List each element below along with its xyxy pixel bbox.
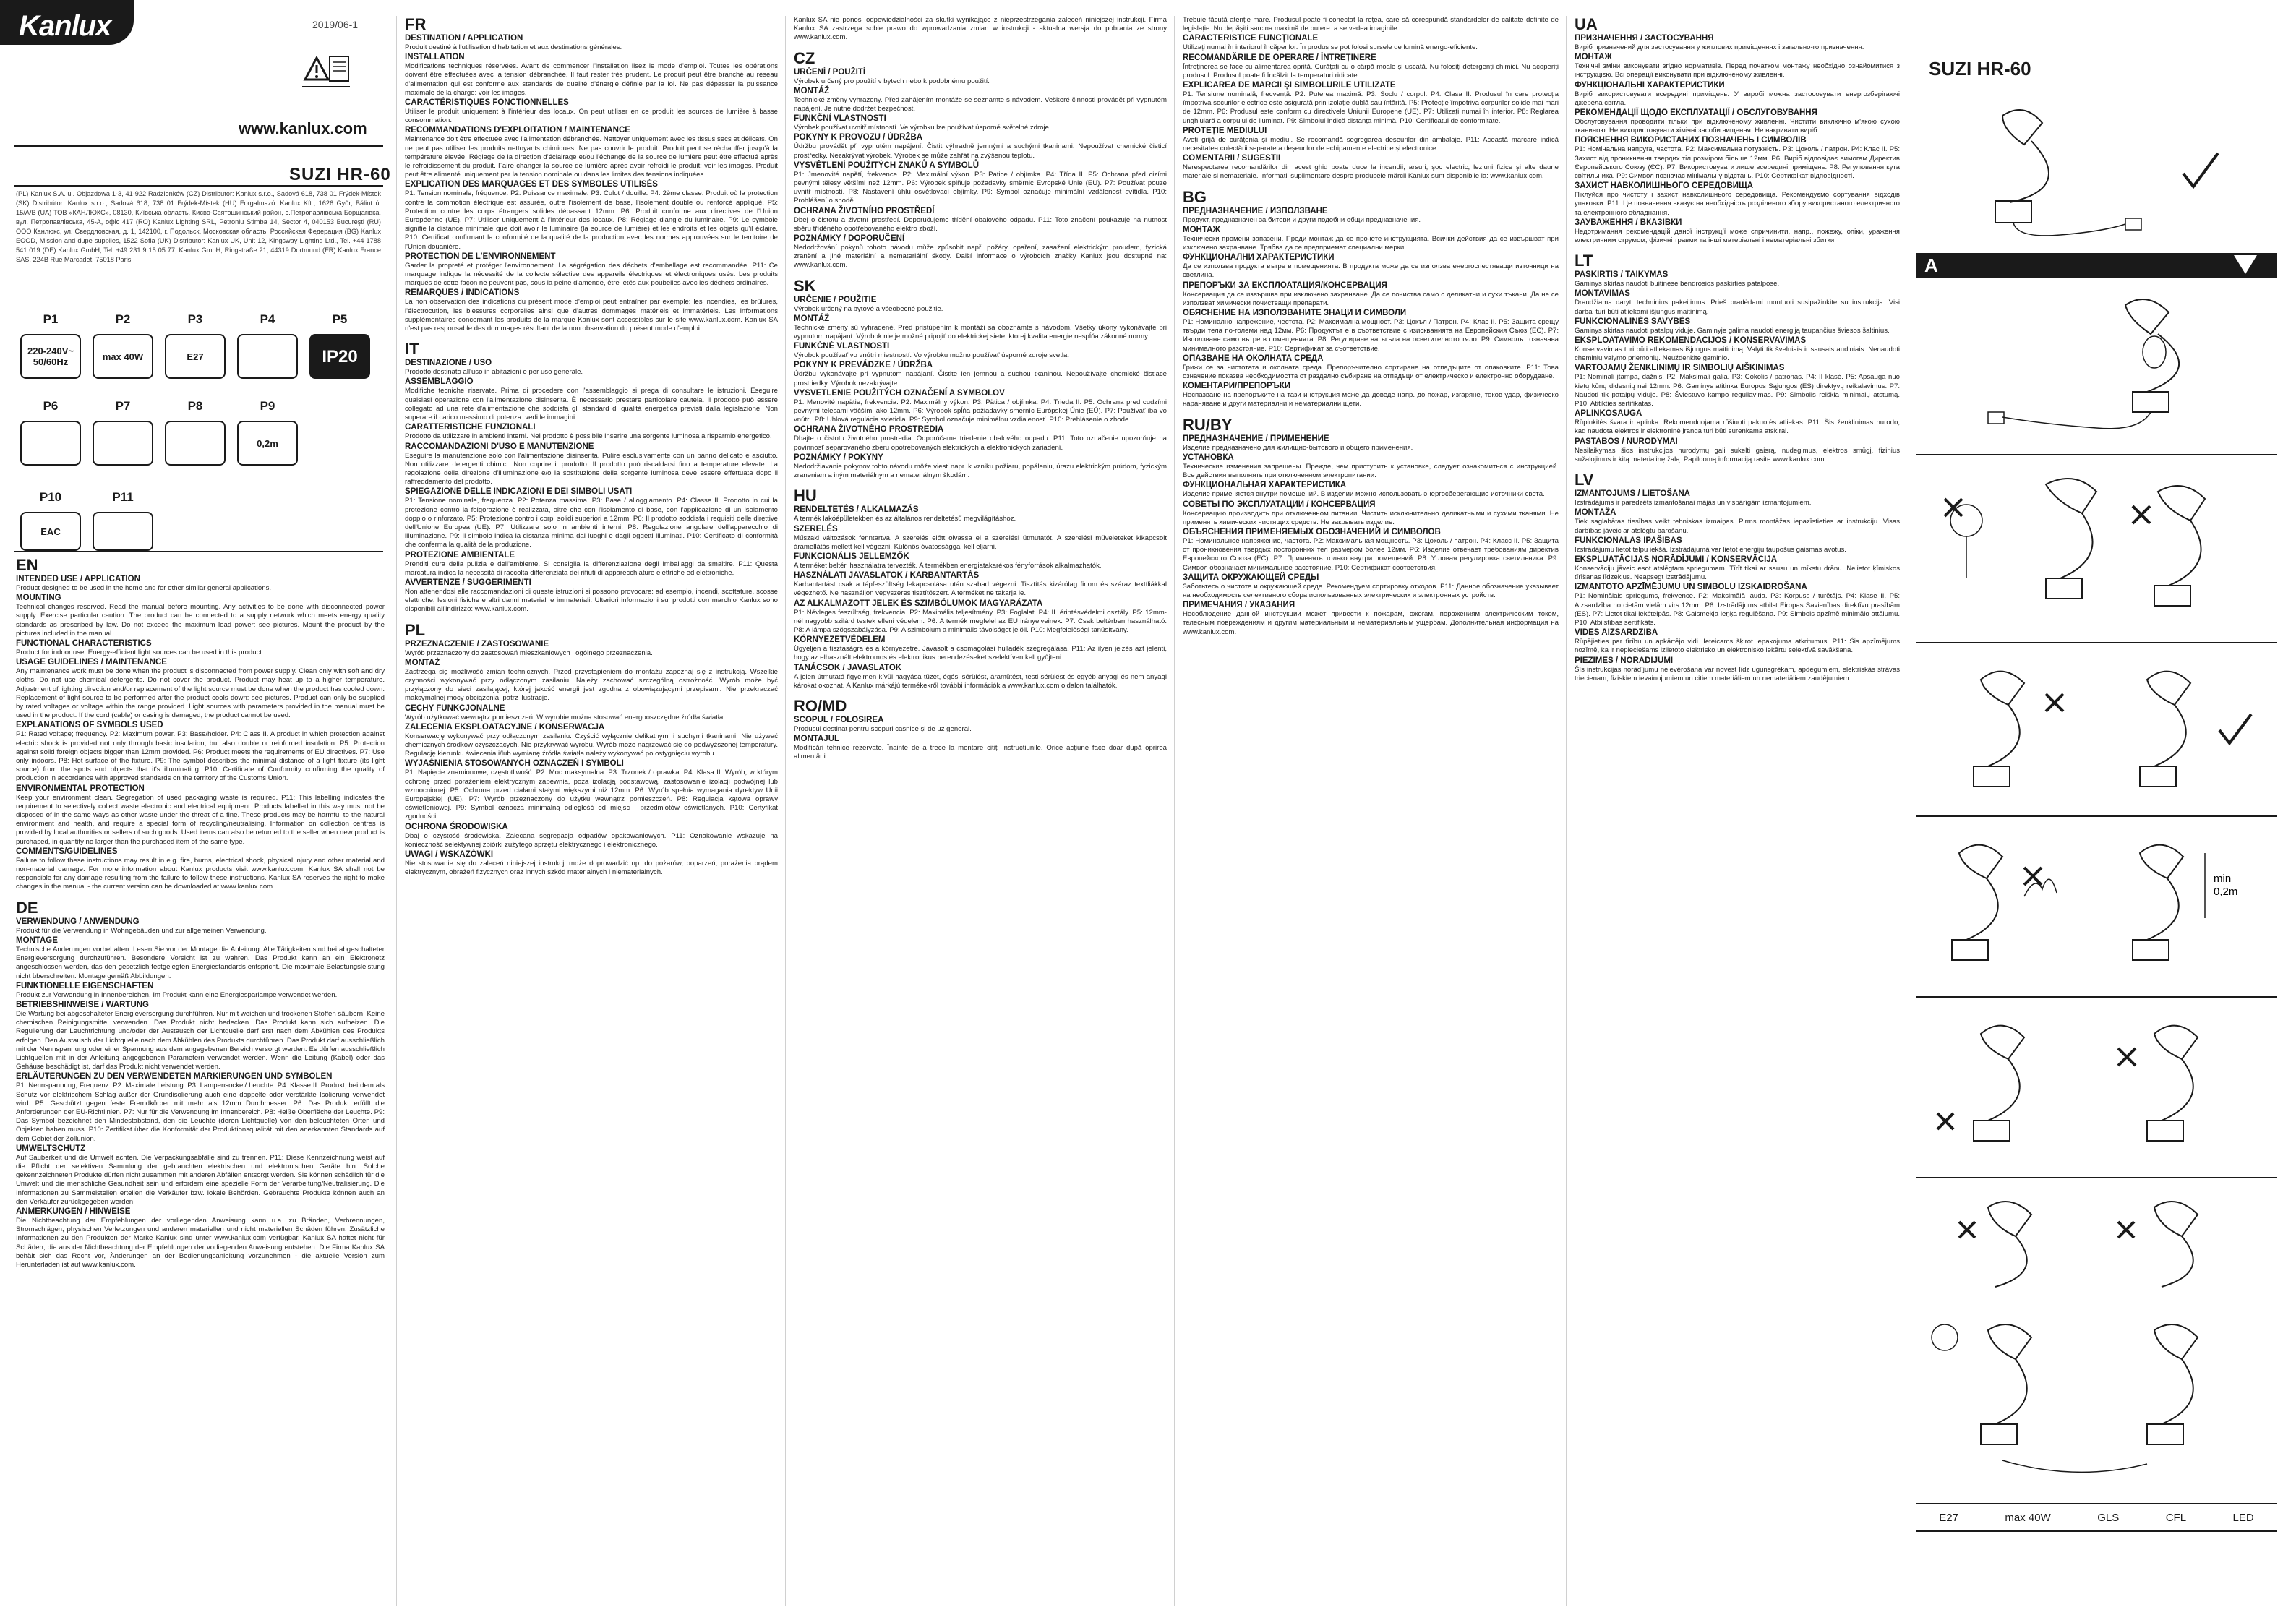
section-body: P1: Номинальное напряжение, частота. P2: Максимальная мощность. P3: Цоколь / патрон. P4: Класс II. P5: Защита от проникновения твердых посторонних тел размером более 12мм. P6: Изделие отвечает требованиям директив Европейского Союза (ЕС). P7: Применять только внутри помещений. P8: Угловая регулировка светильника. P9: Символ обозначает минимальное расстояние. P10: Сертификат соответствия.: [1183, 536, 1559, 572]
section-heading: ENVIRONMENTAL PROTECTION: [16, 784, 145, 793]
section-body: Produit destiné à l'utilisation d'habitation et aux destinations générales.: [405, 43, 622, 51]
section-heading: VYSVETLENIE POUŽITÝCH OZNAČENÍ A SYMBOLOV: [794, 388, 1005, 398]
section-heading: WYJAŚNIENIA STOSOWANYCH OZNACZEŃ I SYMBOLI: [405, 759, 624, 768]
section-a-header: [1916, 253, 2277, 278]
section-heading: ПРИМЕЧАНИЯ / УКАЗАНИЯ: [1183, 601, 1295, 610]
section-heading: FUNKCIONALINĖS SAVYBĖS: [1575, 317, 1691, 326]
section-body: P1: Nominālais spriegums, frekvence. P2: Maksimālā jauda. P3: Korpuss / turētājs. P4: Klase II. P5: Aizsardzība no cietām vielām virs 12mm. P6: Izstrādājums atbilst Eiropas Savienības direktīvu prasībām (ES). P7: Lietot tikai iekštelpās. P8: Gaismekļa leņķa regulēšana. P9: Simbols apzīmē minimālo attālumu. P10: Atbilstības sertifikāts.: [1575, 592, 1900, 627]
symbol-id-label: P2: [115, 312, 131, 326]
section-heading: ЗАХИСТ НАВКОЛИШНЬОГО СЕРЕДОВИЩА: [1575, 181, 1754, 191]
symbol-box-p7: [93, 421, 153, 466]
section-body: Műszaki változások fenntartva. A szerelés előtt olvassa el a szerelési útmutatót. A szerelési műveleteket kikapcsolt áramellátás mellett kell végezni. Különös óvatossággal kell eljárni.: [794, 534, 1167, 551]
section-heading: ФУНКЦІОНАЛЬНІ ХАРАКТЕРИСТИКИ: [1575, 80, 1725, 90]
section-body: Dbaj o czystość środowiska. Zalecana segregacja odpadów opakowaniowych. P11: Oznakowanie wskazuje na konieczność selektywnej zbiórki zużytego sprzętu elektrycznego i elektronicznego.: [405, 831, 778, 849]
section-body: Tiek saglabātas tiesības veikt tehniskas izmaiņas. Pirms montāžas iepazīstieties ar instrukciju. Visas darbības jāveic ar atslēgtu barošanu.: [1575, 518, 1900, 535]
section-heading: RENDELTETÉS / ALKALMAZÁS: [794, 505, 919, 515]
section-body: Технически промени запазени. Преди монтаж да се прочете инструкцията. Всички действия да се извършват при изключено захранване. Трябва да се предприемат специални мерки.: [1183, 234, 1559, 252]
section-heading: PASKIRTIS / TAIKYMAS: [1575, 270, 1669, 280]
brand-logo: Kanlux: [19, 10, 111, 42]
language-heading: LV: [1575, 471, 1594, 489]
section-heading: ZALECENIA EKSPLOATACYJNE / KONSERWACJA: [405, 722, 605, 732]
language-heading: UA: [1575, 16, 1598, 33]
section-heading: УСТАНОВКА: [1183, 453, 1234, 462]
symbol-id-label: P8: [187, 399, 203, 413]
section-heading: РЕКОМЕНДАЦІЇ ЩОДО ЕКСПЛУАТАЦІЇ / ОБСЛУГОВУВАННЯ: [1575, 108, 1817, 118]
section-heading: DESTINATION / APPLICATION: [405, 34, 523, 43]
section-heading: КОМЕНТАРИ/ПРЕПОРЪКИ: [1183, 382, 1291, 391]
section-body: Failure to follow these instructions may result in e.g. fire, burns, electrical shock, physical injury and other material and non-material damage. For more information about Kanlux products visit www.kanlux.com. Kanlux SA shall not be responsible for any damage resulting from the failure to follow these instructions. Kanlux SA reserves the right to make changes in the manual - the current version can be downloaded at www.kanlux.com.: [16, 856, 385, 891]
section-body: Gaminys skirtas naudoti patalpų viduje. Gaminyje galima naudoti energiją taupančius šviesos šaltinius.: [1575, 326, 1890, 335]
brand-bar: [0, 0, 134, 45]
section-heading: BETRIEBSHINWEISE / WARTUNG: [16, 1000, 150, 1009]
section-heading: ОПАЗВАНЕ НА ОКОЛНАТА СРЕДА: [1183, 354, 1324, 363]
symbol-id-label: P9: [260, 399, 275, 413]
divider: [1916, 454, 2277, 455]
section-body: Produkt für die Verwendung in Wohngebäuden und zur allgemeinen Verwendung.: [16, 926, 267, 935]
section-body: Utilizați numai în interiorul încăperilor. În produs se pot folosi sursele de lumină energo-eficiente.: [1183, 43, 1478, 52]
column-fr-it-pl: [405, 16, 778, 1606]
section-body: Modificări tehnice rezervate. Înainte de a trece la montare citiți instrucțiunile. Orice acțiune face doar după oprirea alimentării.: [794, 744, 1167, 761]
section-body: Any maintenance work must be done when the product is disconnected from power supply. Clean only with soft and dry cloths. Do not use chemical detergents. Do not cover the product. Product may heat up to a higher temperature. Adjustment of lighting direction and/or replacement of the light source must be done when the product has cooled down. Replacement of light source to be performed after the product cools down: see pictures. Product can only be supplied by rated voltages or voltage within the range provided. Light sources with parameters provided in the manual must be used in the product. If the cord (cable) or casing is damaged, the product cannot be used.: [16, 667, 385, 720]
section-heading: ПРИЗНАЧЕННЯ / ЗАСТОСУВАННЯ: [1575, 34, 1714, 43]
section-body: Auf Sauberkeit und die Umwelt achten. Die Verpackungsabfälle sind zu trennen. P11: Diese Kennzeichnung weist auf die Pflicht der selektiven Sammlung der gebrauchten elektrischen und elektronischen Geräte hin. Solche gekennzeichneten Produkte dürfen nicht zusammen mit anderen Abfällen entsorgt werden. Sie können schädlich für die Umwelt und die menschliche Gesundheit sein und erfordern eine spezielle Form der Verarbeitung/Neutralisierung. Die Informationen zu Sammelstellen erteilen die Verkäufer bzw. lokale Behörden. Gebrauchte Produkte können auch an den Verkäufer zurückgegeben werden.: [16, 1153, 385, 1206]
min-distance-illustration: [1916, 824, 2277, 990]
section-body: Gaminys skirtas naudoti buitinėse bendrosios paskirties patalpose.: [1575, 280, 1780, 288]
section-heading: POZNÁMKY / POKYNY: [794, 453, 883, 462]
section-body: Піклуйся про чистоту і захист навколишнього середовища. Рекомендуємо сортування відходів упаковки. P11: Це позначення вказує на необхідність розділеного збору використаного електричного та електронного обладнання.: [1575, 191, 1900, 217]
section-body: Aveți grijă de curățenia și mediul. Se recomandă segregarea deșeurilor din ambalaje. P11: Această marcare indică necesitatea colectării separate a deșeurilor de echipamente electrice și electronice.: [1183, 135, 1559, 153]
section-heading: СОВЕТЫ ПО ЭКСПЛУАТАЦИИ / КОНСЕРВАЦИЯ: [1183, 500, 1376, 509]
section-heading: VARTOJAMŲ ŽENKLINIMŲ IR SIMBOLIŲ AIŠKINIMAS: [1575, 364, 1785, 373]
symbol-box-p1: 220-240V~ 50/60Hz: [20, 334, 81, 379]
language-heading: SK: [794, 276, 816, 295]
section-heading: ЗАЩИТА ОКРУЖАЮЩЕЙ СРЕДЫ: [1183, 573, 1319, 582]
symbol-box-p9: 0,2m: [237, 421, 298, 466]
section-heading: ПРЕДНАЗНАЧЕНИЕ / ИЗПОЛЗВАНЕ: [1183, 206, 1328, 215]
section-heading: MONTAJUL: [794, 735, 840, 744]
section-body: Виріб призначений для застосування у житлових приміщеннях і загально-го призначення.: [1575, 43, 1864, 51]
column-ua-lt-lv: [1575, 16, 1900, 1606]
warning-hot-surface-illustration: [1916, 463, 2277, 636]
section-heading: POZNÁMKY / DOPORUČENÍ: [794, 234, 905, 244]
section-body: A jelen útmutató figyelmen kívül hagyása tüzet, égési sérülést, áramütést, testi sérülést és egyéb anyagi és nem anyagi károkat okozhat. A Kanlux márkájú termékekről további információk a www.kanlux.com oldalon találhatók.: [794, 672, 1167, 690]
symbol-box-p6: [20, 421, 81, 466]
section-body: Údržbu vykonávajte pri vypnutom napájaní. Čistite len jemnou a suchou tkaninou. Nepoužívajte chemické čistiace prostriedky. Výrobok nezakrývajte.: [794, 370, 1167, 387]
language-heading: DE: [16, 898, 38, 917]
section-heading: POKYNY K PROVOZU / ÚDRŽBA: [794, 133, 923, 142]
section-body: Dbej o čistotu a životní prostředí. Doporučujeme třídění obalového odpadu. P11: Toto značení poukazuje na nutnost sběru tříděného opotřebovaného elektro zboží.: [794, 215, 1167, 233]
section-body: Izstrādājums ir paredzēts izmantošanai mājās un vispārīgām izmantojumiem.: [1575, 499, 1812, 508]
section-body: P1: Rated voltage; frequency. P2: Maximum power. P3: Base/holder. P4: Class II. A product in which protection against electric shock is provided not only through basic insulation, but also double or reinforced insulation. P5: Protection against solid foreign objects bigger than 12mm provided. P6: Product meets the requirements of EU directives. P7: Use only indoors. P8: Hot surface of the fixture. P9: The symbol describes the minimal distance of a light fixture (its light source) from the spots and objects that it's illuminating. P10: Certificate of Conformity confirming the quality of production in accordance with approved standards on the territory of the Customs Union.: [16, 730, 385, 783]
section-body: Die Nichtbeachtung der Empfehlungen der vorliegenden Anweisung kann u.a. zu Bränden, Verbrennungen, Stromschlägen, physischen Verletzungen und anderen materiellen und nicht materiellen Schäden führen. Zusätzliche Informationen zu den Produkten der Marke Kanlux sind unter www.kanlux.com verfügbar. Kanlux SA haftet nicht für Schäden, die aus der Nichtbeachtung der Empfehlungen der vorliegenden Anweisung entstehen. Die Firma Kanlux SA behält sich das Recht vor, Änderungen an der Bedienungsanleitung vorzunehmen - die aktuelle Version zum Herunterladen ist auf www.kanlux.com.: [16, 1216, 385, 1269]
section-heading: ANMERKUNGEN / HINWEISE: [16, 1207, 131, 1216]
language-heading: RU/BY: [1183, 415, 1233, 434]
section-heading: RACCOMANDAZIONI D'USO E MANUTENZIONE: [405, 442, 594, 451]
bulb-installation-illustration: [1916, 283, 2277, 442]
section-heading: SPIEGAZIONE DELLE INDICAZIONI E DEI SIMBOLI USATI: [405, 487, 633, 497]
section-heading: EKSPLOATAVIMO REKOMENDACIJOS / KONSERVAVIMAS: [1575, 336, 1807, 346]
min-label: min: [2214, 873, 2232, 885]
section-heading: VERWENDUNG / ANWENDUNG: [16, 917, 140, 926]
symbol-box-p11: [93, 512, 153, 551]
distance-label: 0,2m: [2214, 886, 2238, 898]
section-heading: OCHRANA ŽIVOTNÍHO PROSTŘEDÍ: [794, 206, 935, 215]
section-heading: HASZNÁLATI JAVASLATOK / KARBANTARTÁS: [794, 571, 980, 581]
section-heading: ПРЕПОРЪКИ ЗА ЕКСПЛОАТАЦИЯ/КОНСЕРВАЦИЯ: [1183, 281, 1387, 290]
section-body: P1: Номинално напрежение, честота. P2: Максимална мощност. P3: Цокъл / Патрон. P4: Клас II. P5: Защита срещу твърди тела по-големи над 12мм. P6: Продуктът е в съответствие с изискванията на Европейския Съюз (ЕС). P7: Използване само вътре в помещенията. P8: Регулиране на ъгъла на осветителното тяло. P9: Символът означава минималното разстояние. P10: Сертификат за съответствие.: [1183, 318, 1559, 353]
section-body: Виріб використовувати всередині приміщень. У виробі можна застосовувати енергозберігаючі джерела світла.: [1575, 90, 1900, 107]
section-body: Да се използва продукта вътре в помещенията. В продукта може да се използва енергоспестяващи източници на светлина.: [1183, 262, 1559, 280]
section-body: Nedodržování pokynů tohoto návodu může způsobit např. požáry, opaření, zasažení elektrickým proudem, fyzická zranění a jiné materiální a nemateriální škody. Další informace o výrobcích značky Kanlux jsou dostupné na: www.kanlux.com.: [794, 244, 1167, 270]
section-body: Technical changes reserved. Read the manual before mounting. Any activities to be done with disconnected power supply. Exercise particular caution. The product can be connected to a supply network which meets energy quality standards as prescribed by law. Do not exceed the maximum load power: see pictures. Mount the product by the pictures included in the manual.: [16, 603, 385, 638]
section-body: Produkt zur Verwendung in Innenbereichen. Im Produkt kann eine Energiesparlampe verwendet werden.: [16, 990, 338, 999]
language-heading: EN: [16, 557, 38, 574]
section-body: Modifiche tecniche riservate. Prima di procedere con l'assemblaggio si prega di consultare le istruzioni. Eseguire qualsiasi operazione con l'alimentazione disinserita. È necessario prestare particolare cautela. Il prodotto può essere collegato ad una rete d'alimentazione che soddisfa gli standard di qualità energetica previsti dalla legislazione. Non superare il carico massimo di potenza: vedi le immagini.: [405, 387, 778, 422]
section-body: P1: Nennspannung, Frequenz. P2: Maximale Leistung. P3: Lampensockel/ Leuchte. P4: Klasse II. Produkt, bei dem als Schutz vor elektrischem Schlag außer der Grundisolierung auch eine doppelte oder verstärkte Isolierung verwendet wird. P5: Geschützt gegen feste Fremdkörper mit mehr als 12mm Durchmesser. P6: Das Produkt erfüllt die Anforderungen der EU-Richtlinien. P7: Nur für die Verwendung im Innenbereich. P8: Heiße Oberfläche der Leuchte. P9: Das Symbol bezeichnet den Mindestabstand, den die Leuchte (deren Lichtquelle) von den beleuchteten Orten und Objekten haben muss. P10: Zertifikat über die Konformität der Produktionsqualität mit den anerkannten Standards auf dem Gebiet der Zollunion.: [16, 1082, 385, 1143]
bulb-replacement-illustration: [1916, 1309, 2277, 1496]
distributors-text: (PL) Kanlux S.A. ul. Objazdowa 1-3, 41-922 Radzionków (CZ) Distributor: Kanlux s.r.o., Sadová 618, 738 01 Frýdek-Místek (SK) Distribútor: Kanlux s.r.o., Sadová 618, 738 01 Frýdek-Místek (HU) Forgalmazó: Kanlux Kft., 1626 Győr, Bálint út 15/A/B (UA) ТОВ «КАНЛЮКС», 08130, Київська область, Києво-Святошинський район, с.Петропавлівська Борщагівка, вул. Петропавлівська, 45-А, офіс 417 (RO) Kanlux Lighting SRL, Petroniu Stimba 14, Sector 4, 040153 Bucureşti (RU) ООО Канлюкс, ул. Свердловская, д. 1, 142100, г. Подольск, Московская область, Российская Федерация (BG) Kanlux EOOD, Mission and dupe supplies, 1522 Sofia (UK) Distributor: Kanlux UK, Unit 12, Kingsway Lighting Ltd., Tel. +44 1788 541 019 (DE) Kanlux GmbH, Tel. +49 231 9 15 05 77, Kanlux GmbH, Ringstraße 21, 44319 Dortmund (FR) Kanlux France SAS, 224B Rue Marcadet, 75018 Paris: [16, 190, 381, 263]
section-body: Nedodržiavanie pokynov tohto návodu môže viesť napr. k vzniku požiaru, popáleniu, úrazu elektrickým prúdom, fyzickým zraneniam a iným materiálnym a nemateriálnym škodám.: [794, 462, 1167, 480]
section-heading: CARACTERISTICE FUNCȚIONALE: [1183, 34, 1319, 43]
section-body: Product for indoor use. Energy-efficient light sources can be used in this product.: [16, 648, 264, 657]
section-heading: PROTEZIONE AMBIENTALE: [405, 550, 515, 560]
section-heading: MONTAGE: [16, 935, 58, 945]
section-heading: CECHY FUNKCJONALNE: [405, 703, 505, 713]
section-body: Wyrób przeznaczony do zastosowań mieszkaniowych i ogólnego przeznaczenia.: [405, 648, 653, 657]
divider: [1916, 996, 2277, 998]
language-heading: RO/MD: [794, 696, 847, 715]
section-heading: INSTALLATION: [405, 53, 465, 62]
section-body: Prodotto da utilizzare in ambienti interni. Nel prodotto è possibile inserire una sorgente luminosa a risparmio energetico.: [405, 432, 772, 441]
adjust-angle-illustration: [1916, 651, 2277, 810]
language-heading: PL: [405, 620, 426, 639]
section-body: Draudžiama daryti techninius pakeitimus. Prieš pradėdami montuoti susipažinkite su instrukcija. Visi darbai turi būti atliekami išjungus maitinimą.: [1575, 299, 1900, 316]
section-heading: EXPLICATION DES MARQUAGES ET DES SYMBOLES UTILISÉS: [405, 180, 658, 189]
section-body: P1: Nominali įtampa, dažnis. P2: Maksimali galia. P3: Cokolis / patronas. P4: II klasė. P5: Apsauga nuo kietų kūnų didesnių nei 12mm. P6: Gaminys atitinka Europos Sąjungos (ES) direktyvų reikalavimus. P7: Naudoti tik patalpų viduje. P8: Šviestuvo kampo reguliavimas. P9: Simbolis reiškia minimalų atstumą. P10: Atitikties sertifikatas.: [1575, 373, 1900, 408]
section-a-label: A: [1924, 254, 1938, 276]
language-heading: FR: [405, 16, 427, 33]
section-heading: MOUNTING: [16, 594, 61, 603]
column-cz-sk-hu-ro: [794, 16, 1167, 1606]
section-heading: FUNKCIONÁLIS JELLEMZŐK: [794, 552, 909, 561]
section-heading: AVVERTENZE / SUGGERIMENTI: [405, 578, 531, 587]
section-body: Продукт, предназначен за битови и други подобни общи предназначения.: [1183, 215, 1421, 224]
section-heading: MONTAŻ: [405, 658, 440, 667]
section-body: Výrobek určený pro použití v bytech nebo k podobnému použití.: [794, 77, 990, 85]
column-ro-bg-ru: [1183, 16, 1559, 1606]
section-body: Výrobok používať vo vnútri miestností. Vo výrobku možno používať úsporné zdroje svetla.: [794, 351, 1070, 360]
section-body: Die Wartung bei abgeschalteter Energieversorgung durchführen. Nur mit weichen und trockenen Stoffen säubern. Keine chemischen Reinigungsmittel verwenden. Das Produkt nicht bedecken. Das Produkt kann sich aufheizen. Die Regulierung der Leuchtrichtung und/oder der Austausch der Lichtquelle darf erst nach dem Abkühlen des Produkts erfolgen. Den Austausch der Lichtquelle nach dem Abkühlen des Produkts durchführen. Das Produkt darf ausschließlich mit der Nennspannung oder einer Spannung aus dem angegebenen Bereich versorgt werden. Es dürfen ausschließlich Lichtquellen mit in der Anleitung angegebenen Parametern verwendet werden. Wenn die Leitung (Kabel) oder das Gehäuse beschädigt ist, darf das Produkt nicht verwendet werden.: [16, 1009, 385, 1071]
section-heading: RECOMMANDATIONS D'EXPLOITATION / MAINTENANCE: [405, 126, 630, 135]
section-body: La non observation des indications du présent mode d'emploi peut entraîner par exemple: les incendies, les brûlures, l'électrocution, les blessures corporelles ainsi que d'autres dommages matériels et immatériels. Les informations supplémentaires concernant les produits de la marque Kanlux sont accessibles sur le site www.kanlux.com. Kanlux SA n'est pas responsable des dommages résultant de la non observation du présent mode d'emploi.: [405, 298, 778, 333]
section-body: Výrobek používat uvnitř místností. Ve výrobku lze používat úsporné světelné zdroje.: [794, 124, 1051, 132]
bulb-spec-bar: [1916, 1503, 2277, 1532]
section-heading: PROTECTION DE L'ENVIRONNEMENT: [405, 252, 556, 261]
divider: [14, 185, 383, 187]
section-heading: PIEZĪMES / NORĀDĪJUMI: [1575, 656, 1674, 665]
section-body: Заботьтесь о чистоте и окружающей среде. Рекомендуем сортировку отходов. P11: Данное обозначение указывает на необходимость селективного сбора использованных электрических и электронных устройств.: [1183, 582, 1559, 599]
section-heading: SZERELÉS: [794, 524, 838, 534]
language-heading: IT: [405, 340, 419, 359]
lamp-clamp-overview-illustration: [1916, 87, 2277, 246]
section-heading: MONTAVIMAS: [1575, 289, 1630, 299]
section-heading: МОНТАЖ: [1183, 225, 1220, 234]
model-title: SUZI HR-60: [289, 165, 391, 184]
section-body: Šīs instrukcijas norādījumu neievērošana var novest līdz ugunsgrēkam, apdegumiem, elektriskās strāvas triecienam, fiziskiem ievainojumiem un citiem materiāliem un nemateriāliem zaudējumiem.: [1575, 665, 1900, 682]
section-heading: ЗАУВАЖЕННЯ / ВКАЗІВКИ: [1575, 218, 1682, 227]
column-divider: [785, 16, 786, 1606]
section-body: P1: Menovité napätie, frekvencia. P2: Maximálny výkon. P3: Pätica / objímka. P4: Trieda II. P5: Ochrana pred cudzími pevnými telesami väčšími ako 12mm. P6: Výrobok spĺňa požiadavky smerníc Európskej Únie (EÚ). P7: Používať iba vo vnútri. P8: Uhlová regulácia svietidla. P9: Symbol označuje minimálnu vzdialenosť. P10: Prehlásenie o zhode.: [794, 398, 1167, 424]
document-date: 2019/06-1: [312, 19, 359, 30]
section-body: Izstrādājumu lietot telpu iekšā. Izstrādājumā var lietot enerģiju taupošus gaismas avotus.: [1575, 545, 1846, 554]
led-bulb: LED: [2232, 1511, 2254, 1524]
section-body: Technische Änderungen vorbehalten. Lesen Sie vor der Montage die Anleitung. Alle Tätigkeiten sind bei abgeschalteter Energieversorgung durchzuführen. Besondere Vorsicht ist zu wahren. Das Produkt kann an ein Elektronetz angeschlossen werden, das den gesetzlich festgelegten Energiestandards entspricht. Die maximale Belastungsleistung nicht überschreiten. Montage gemäß Abbildungen.: [16, 945, 385, 980]
section-body: Обслуговування проводити тільки при відключеному живленні. Чистити виключно м'якою сухою тканиною. Не використовувати хімічні засоби чищення. Не накривати виріб.: [1575, 118, 1900, 135]
section-body: A termék lakóépületekben és az általános rendeltetésű megvilágításhoz.: [794, 515, 1016, 523]
section-body: Prodotto destinato all'uso in abitazioni e per uso generale.: [405, 368, 583, 377]
section-body: Недотримання рекомендацій даної інструкції може спричинити, напр., пожежу, опіки, ураження електричним струмом, фізичні травми та інші матеріальні і нематеріальні збитки.: [1575, 227, 1900, 245]
section-heading: FUNKČNÉ VLASTNOSTI: [794, 342, 890, 351]
section-heading: МОНТАЖ: [1575, 53, 1612, 62]
column-divider: [1566, 16, 1567, 1606]
section-heading: MONTÁŽ: [794, 86, 830, 95]
section-body: Несоблюдение данной инструкции может привести к пожарам, ожогам, поражениям электрическим током, телесным повреждениям и другим материальным и нематериальным ущербам. Дополнительная информация на www.kanlux.com.: [1183, 610, 1559, 636]
section-body: Keep your environment clean. Segregation of used packaging waste is required. P11: This labelling indicates the requirement to selectively collect waste electronic and electrical equipment. Products labelled in this way must not be disposed of in the same ways as other waste under the threat of a fine. These products may be harmful to the natural environment and health, and require a special form of recycling/neutralising. Information on collection centres is provided by local authorities or sellers of such goods. Used items can also be returned to the seller when new product is purchased, in quantity no larger than the purchased item of the same type.: [16, 793, 385, 846]
section-heading: ASSEMBLAGGIO: [405, 377, 474, 387]
section-body: P1: Номінальна напруга, частота. P2: Максимальна потужність. P3: Цоколь / патрон. P4: Клас II. P5: Захист від проникнення твердих тіл розміром більше 12мм. P6: Виріб відповідає вимогам Директив Європейського Союзу (ЄС). P7: Використовувати лише всередині приміщень. P8: Регулювання кута світильника. P9: Символ позначає мінімальну відстань. P10: Сертифікат відповідності.: [1575, 145, 1900, 181]
section-body: Технические изменения запрещены. Прежде, чем приступить к установке, следует ознакомиться с инструкцией. Все действия выполнять при отключенном электропитании.: [1183, 462, 1559, 480]
section-heading: KÖRNYEZETVÉDELEM: [794, 635, 886, 645]
section-body: P1: Jmenovité napětí, frekvence. P2: Maximální výkon. P3: Patice / objímka. P4: Třída II. P5: Ochrana před cizími pevnými tělesy většími než 12mm. P6: Výrobek splňuje požadavky směrnic Evropské Unie (EU). P7: Používat pouze uvnitř místností. P8: Nastavení úhlu osvětlovací objímky. P9: Symbol označuje minimální vzdálenost svítidla. P10: Prohlášení o shodě.: [794, 170, 1167, 205]
section-body: Wyrób użytkować wewnątrz pomieszczeń. W wyrobie można stosować energooszczędne źródła światła.: [405, 713, 726, 721]
section-body: Garder la propreté et protéger l'environnement. La ségrégation des déchets d'emballage est recommandée. P11: Ce marquage indique la nécessité de la collecte sélective des appareils électriques et électroniques usés. Les produits marqués de cette façon ne peuvent pas, sous la peine d'amende, être jetés aux poubelles avec les déchets ordinaires.: [405, 261, 778, 288]
symbol-box-p8: [165, 421, 226, 466]
section-body: Prenditi cura della pulizia e dell'ambiente. Si consiglia la differenziazione degli imballaggi da smaltire. P11: Questa marcatura indica la necessità di raccolta differenziata dei rifiuti di apparecchiature elettriche ed elettroniche.: [405, 560, 778, 577]
right-model-title: SUZI HR-60: [1929, 58, 2031, 80]
gls-bulb: GLS: [2097, 1511, 2120, 1524]
section-heading: AZ ALKALMAZOTT JELEK ÉS SZIMBÓLUMOK MAGYARÁZATA: [794, 599, 1043, 608]
section-body: Trebuie făcută atenție mare. Produsul poate fi conectat la rețea, care să corespundă standardelor de calitate definite de legislație. Nu depășiți sarcina maximă de putere: a se vedea imaginile.: [1183, 16, 1559, 33]
symbol-box-p5: IP20: [309, 334, 370, 379]
section-body: Nerespectarea recomandărilor din acest ghid poate duce la incendii, arsuri, șoc electric, leziuni fizice și alte daune materiale și nemateriale. Informații suplimentare despre produsele mărcii Kanlux sunt disponibile la: www.kanlux.com.: [1183, 163, 1559, 181]
section-heading: OCHRANA ŽIVOTNÉHO PROSTREDIA: [794, 425, 944, 434]
section-heading: APLINKOSAUGA: [1575, 409, 1642, 419]
website: www.kanlux.com: [239, 119, 367, 137]
section-body: P1: Tension nominale, fréquence. P2: Puissance maximale. P3: Culot / douille. P4: 2ème classe. Produit où la protection contre la commotion électrique est assurée, outre l'isolement de base, l'isolement double ou renforcé appliqué. P5: Protection contre les corps étrangers solides dépassant 12mm. P6: Produit conforme aux directives de l'Union Européenne (UE). P7: Utiliser uniquement à l'intérieur des locaux. P8: Réglage d'angle du luminaire. P9: Le symbole signifie la distance minimale que doit avoir le luminaire (la source de lumière) et les endroits et les objets qu'il éclaire. P10: Certificat confirmant la conformité de la qualité de la production avec les normes approuvées sur le territoire de l'Union douanière.: [405, 189, 778, 251]
divider: [14, 145, 383, 147]
section-heading: EXPLANATIONS OF SYMBOLS USED: [16, 721, 163, 730]
section-body: P1: Tensione nominale, frequenza. P2: Potenza massima. P3: Base / alloggiamento. P4: Classe II. Prodotto in cui la protezione contro la folgorazione è realizzata, oltre che con l'isolamento di base, con l'applicazione di un isolamento doppio o rinforzato. P5: Protezione contro i corpi solidi superiori a 12mm. P6: Il prodotto soddisfa i requisiti delle direttive dell'Unione Europea (UE). P7: Utilizzare solo in ambienti interni. P8: Regolazione angolare dell'apparecchio di illuminazione. P9: Il simbolo indica la distanza minima dai luoghi e dagli oggetti illuminati. P10: Certificato di conformità che conferma la qualità della produzione.: [405, 497, 778, 549]
section-body: Неспазване на препоръките на тази инструкция може да доведе напр. до пожар, изгаряне, токов удар, физическо нараняване и други материални и нематериални щети.: [1183, 391, 1559, 408]
section-heading: ПРЕДНАЗНАЧЕНИЕ / ПРИМЕНЕНИЕ: [1183, 434, 1329, 443]
section-body: Nesilaikymas šios instrukcijos nurodymų gali sukelti gaisrą, nudegimus, elektros smūgį, fizinius sužalojimus ir kitą materialinę žalą. Papildomą informaciją rasite www.kanlux.com.: [1575, 446, 1900, 463]
section-body: Konservavimas turi būti atliekamas išjungus maitinimą. Valyti tik švelniais ir sausais audiniais. Nenaudoti cheminių valymo priemonių. Neuždenkite gaminio.: [1575, 346, 1900, 363]
section-heading: SCOPUL / FOLOSIREA: [794, 715, 884, 724]
section-heading: POKYNY K PREVÁDZKE / ÚDRŽBA: [794, 361, 933, 370]
symbol-id-label: P4: [260, 312, 275, 326]
column-en-de: [16, 557, 385, 1605]
section-heading: URČENIE / POUŽITIE: [794, 295, 877, 304]
section-heading: ERLÄUTERUNGEN ZU DEN VERWENDETEN MARKIERUNGEN UND SYMBOLEN: [16, 1072, 333, 1082]
section-body: Technické zmeny sú vyhradené. Pred pristúpením k montáži sa oboznámte s návodom. Všetky úkony vykonávajte pri vypnutom napájaní. Výrobok nie je možné pripojiť do elektrickej siete, ktorej kvalita energie nespĺňa zákonné normy.: [794, 323, 1167, 341]
section-heading: ФУНКЦИОНАЛЬНАЯ ХАРАКТЕРИСТИКА: [1183, 481, 1347, 490]
section-body: Non attenendosi alle raccomandazioni di queste istruzioni si possono provocare: ad esempio, incendi, scottature, scosse elettriche, lesioni fisiche e altri danni materiali e immateriali. Ulteriori informazioni sui prodotti con marchio Kanlux sono disponibili all'indirizzo: www.kanlux.com.: [405, 587, 778, 614]
no-cover-illustration: [1916, 1186, 2277, 1301]
section-heading: EKSPLUATĀCIJAS NORĀDĪJUMI / KONSERVĀCIJA: [1575, 554, 1778, 564]
section-heading: FUNKCIONĀLĀS ĪPAŠĪBAS: [1575, 536, 1682, 545]
section-body: Rūpējieties par tīrību un apkārtējo vidi. Ieteicams šķirot iepakojuma atkritumus. P11: Šis apzīmējums nozīmē, ka ir nepieciešams izlietoto elektrisko un elektronisko iekārtu selektīvā savākšana.: [1575, 638, 1900, 655]
section-body: Údržbu provádět při vypnutém napájení. Čistit výhradně jemnými a suchými tkaninami. Nepoužívat chemické čisticí prostředky. Nezakrývat výrobek. Výrobek se může zahřát na zvýšenou teplotu.: [794, 142, 1167, 160]
section-heading: USAGE GUIDELINES / MAINTENANCE: [16, 658, 167, 667]
base-type: E27: [1939, 1511, 1958, 1524]
section-heading: VYSVĚTLENÍ POUŽITÝCH ZNAKŮ A SYMBOLŮ: [794, 160, 979, 170]
symbol-id-label: P5: [332, 312, 348, 326]
read-manual-icon: [291, 42, 356, 100]
section-heading: URČENÍ / POUŽITÍ: [794, 67, 866, 77]
section-heading: IZMANTOTO APZĪMĒJUMU UN SIMBOLU IZSKAIDROŠANA: [1575, 583, 1807, 592]
cfl-bulb: CFL: [2165, 1511, 2187, 1524]
column-divider: [396, 16, 397, 1606]
language-heading: LT: [1575, 252, 1593, 270]
section-heading: FUNKTIONELLE EIGENSCHAFTEN: [16, 981, 154, 990]
section-heading: CARACTÉRISTIQUES FONCTIONNELLES: [405, 98, 569, 108]
section-heading: REMARQUES / INDICATIONS: [405, 288, 520, 298]
symbol-id-label: P1: [43, 312, 59, 326]
divider: [14, 551, 383, 552]
section-body: P1: Névleges feszültség, frekvencia. P2: Maximális teljesítmény. P3: Foglalat. P4: II. érintésvédelmi osztály. P5: 12mm-nél nagyobb szilárd testek elleni védelem. P6: A termék megfelel az EU irányelveinek. P7: Csak beltérben használható. P8: A lámpa szögszabályzása. P9: A szimbólum a minimális távolságot jelöli. P10: Megfelelőségi tanúsítvány.: [794, 608, 1167, 634]
section-body: Изделие предназначено для жилищно-бытового и общего применения.: [1183, 443, 1413, 452]
section-heading: ФУНКЦИОНАЛНИ ХАРАКТЕРИСТИКИ: [1183, 253, 1335, 262]
section-body: Консервация да се извършва при изключено захранване. Да се почиства само с деликатни и сухи тъкани. Да не се използват химически почистващи препарати.: [1183, 290, 1559, 307]
section-body: Nie stosowanie się do zaleceń niniejszej instrukcji może doprowadzić np. do pożarów, poparzeń, porażenia prądem elektrycznym, obrażeń fizycznych oraz innych szkód materialnych i niematerialnych.: [405, 860, 778, 877]
divider: [1916, 815, 2277, 817]
section-body: Грижи се за чистотата и околната среда. Препоръчително сортиране на отпадъците от опаковките. P11: Това означение показва необходимостта от разделно събиране на отпадъци от електрическо и електронно оборудване.: [1183, 363, 1559, 381]
section-body: Konservāciju jāveic esot atslēgtam spriegumam. Tīrīt tikai ar sausu un mīkstu drānu. Nelietot ķīmiskos tīrīšanas līdzekļus. Neapsegt izstrādājumu.: [1575, 564, 1900, 582]
section-body: Technické změny vyhrazeny. Před zahájením montáže se seznamte s návodem. Veškeré činnosti provádět při vypnutém napájení. Je nutné dodržet bezpečnost.: [794, 95, 1167, 114]
symbol-box-p2: max 40W: [93, 334, 153, 379]
symbol-box-p4: [237, 334, 298, 379]
section-body: Ügyeljen a tisztaságra és a környezetre. Javasolt a csomagolási hulladék szegregálása. P11: Az ilyen jelzés azt jelenti, hogy az elhasznált elektromos és elektronikus berendezéseket szelektíven kell gyűjteni.: [794, 645, 1167, 662]
section-body: Utiliser le produit uniquement à l'intérieur des locaux. On peut utiliser en ce produit les sources de lumière à basse consommation.: [405, 108, 778, 125]
section-body: A terméket beltéri használatra tervezték. A termékben energiatakarékos fényforrások alkalmazhatók.: [794, 561, 1102, 570]
section-heading: PRZEZNACZENIE / ZASTOSOWANIE: [405, 639, 549, 648]
divider: [1916, 1177, 2277, 1178]
section-heading: TANÁCSOK / JAVASLATOK: [794, 663, 902, 672]
section-heading: CARATTERISTICHE FUNZIONALI: [405, 423, 536, 432]
symbol-box-p3: E27: [165, 334, 226, 379]
section-body: Kanlux SA nie ponosi odpowiedzialności za skutki wynikające z nieprzestrzegania zaleceń niniejszej instrukcji. Firma Kanlux SA zastrzega sobie prawo do wprowadzania zmian w instrukcji - aktualna wersja do pobrania ze strony www.kanlux.com.: [794, 16, 1167, 42]
section-body: Product designed to be used in the home and for other similar general applications.: [16, 584, 272, 592]
section-heading: MONTĀŽA: [1575, 508, 1616, 518]
symbol-box-p10: EAC: [20, 512, 81, 551]
symbol-id-label: P6: [43, 399, 59, 413]
section-heading: COMMENTS/GUIDELINES: [16, 847, 118, 856]
section-body: Produsul destinat pentru scopuri casnice și de uz general.: [794, 724, 972, 733]
section-body: Maintenance doit être effectuée avec l'alimentation débranchée. Nettoyer uniquement avec les tissus secs et délicats. On ne peut pas utiliser les produits nettoyants chimiques. Ne pas couvrir le produit. Produit peut se réchauffer jusqu'à la température élevée. Réglage de la direction d'éclairage et/ou l'échange de la source de lumière peut être effectué après le refroidissement du produit. Faire changer la source de lumière après avoir refroidi le produit: voir les images. Produit peut être alimenté uniquement par la tension nominale ou dans les limites des tensions indiquées.: [405, 135, 778, 179]
section-heading: MONTÁŽ: [794, 314, 830, 323]
symbol-id-label: P3: [187, 312, 203, 326]
section-body: Konserwację wykonywać przy odłączonym zasilaniu. Czyścić wyłącznie delikatnymi i suchymi tkaninami. Nie używać chemicznych środków czyszczących. Nie przykrywać wyrobu. Wyrób może nagrzewać się do podwyższonej temperatury. Regulację kierunku świecenia i/lub wymianę źródła światła należy wykonywać po ostygnięciu wyrobu.: [405, 732, 778, 758]
column-divider: [1174, 16, 1175, 1606]
language-heading: CZ: [794, 48, 815, 67]
section-body: Výrobok určený na bytové a všeobecné použitie.: [794, 304, 943, 313]
section-heading: OCHRONA ŚRODOWISKA: [405, 822, 508, 831]
section-heading: EXPLICAREA DE MARCII ȘI SIMBOLURILE UTILIZATE: [1183, 81, 1396, 90]
section-heading: PROTEȚIE MEDIULUI: [1183, 126, 1267, 135]
section-heading: IZMANTOJUMS / LIETOŠANA: [1575, 489, 1690, 499]
section-body: Zastrzega się możliwość zmian technicznych. Przed przystąpieniem do montażu zapoznaj się z instrukcją. Wszelkie czynności wykonywać przy odłączonym zasilaniu. Należy zachować szczególną ostrożność. Wyrób może być przyłączony do sieci zasilającej, której jakość energii jest zgodna z obowiązującymi przepisami. Nie przekraczać maksymalnej mocy obciążenia: patrz ilustracje.: [405, 667, 778, 703]
section-body: Технічні зміни виконувати згідно нормативів. Перед початком монтажу необхідно ознайомитися з інструкцією. Всі операції виконувати при відключеному живленні.: [1575, 62, 1900, 80]
language-heading: HU: [794, 487, 817, 505]
section-heading: RECOMANDĂRILE DE OPERARE / ÎNTREȚINERE: [1183, 53, 1376, 62]
section-heading: DESTINAZIONE / USO: [405, 359, 492, 368]
section-heading: UWAGI / WSKAZÓWKI: [405, 850, 494, 859]
max-power: max 40W: [2005, 1511, 2051, 1524]
section-body: Modifications techniques réservées. Avant de commencer l'installation lisez le mode d'emploi. Toutes les opérations doivent être effectuées avec la tension débranchée. Il faut rester très prudent. Le produit peut être branché au réseau d'alimentation qui est conforme aux standards de qualité d'énergie définie par la loi. Ne pas dépasser la puissance maximale de la charge: voir les images.: [405, 62, 778, 97]
section-heading: FUNKČNÍ VLASTNOSTI: [794, 114, 886, 124]
section-body: Întreținerea se face cu alimentarea oprită. Curățați cu o cârpă moale și uscată. Nu folosiți detergenți chimici. Nu acoperiți produsul. Produsul poate fi încălzit la temperaturi ridicate.: [1183, 62, 1559, 80]
symbol-id-label: P11: [112, 490, 134, 504]
section-body: Изделие применяется внутри помещений. В изделии можно использовать энергосберегающие источники света.: [1183, 490, 1545, 499]
divider: [1916, 642, 2277, 643]
symbol-id-label: P7: [115, 399, 131, 413]
section-body: Rūpinkitės švara ir aplinka. Rekomenduojama rūšiuoti pakuotės atliekas. P11: Šis ženklinimas nurodo, kad naudota elektros ir elektroninė įranga turi būti surenkama atskirai.: [1575, 419, 1900, 436]
section-heading: ПОЯСНЕННЯ ВИКОРИСТАНИХ ПОЗНАЧЕНЬ І СИМВОЛІВ: [1575, 136, 1807, 145]
section-body: Dbajte o čistotu životného prostredia. Odporúčame triedenie obalového odpadu. P11: Toto označenie upozorňuje na povinnosť separovaného zberu opotrebovaných elektrických a elektronických zariadení.: [794, 434, 1167, 452]
section-body: Eseguire la manutenzione solo con l'alimentazione disinserita. Pulire esclusivamente con un panno delicato e asciutto. Non utilizzare detergenti chimici. Non coprire il prodotto. Il prodotto può riscaldarsi fino a temperature elevate. La regolazione della direzione d'illuminazione e/o la sostituzione della sorgente luminosa deve essere effettuata dopo il raffreddamento del prodotto.: [405, 451, 778, 487]
symbol-id-label: P10: [39, 490, 62, 504]
section-heading: ОБЯСНЕНИЕ НА ИЗПОЛЗВАНИТЕ ЗНАЦИ И СИМВОЛИ: [1183, 309, 1407, 318]
section-body: P1: Napięcie znamionowe, częstotliwość. P2: Moc maksymalna. P3: Trzonek / oprawka. P4: Klasa II. Wyrób, w którym ochronę przed porażeniem elektrycznym zapewnia, poza izolacją podstawową, zastosowanie izolacji podwójnej lub wzmocnionej. P5: Ochrona przed ciałami stałymi większymi niż 12mm. P6: Wyrób spełnia wymagania dyrektyw Unii Europejskiej (UE). P7: Wyrób przeznaczony do użytku wewnątrz pomieszczeń. P8: Regulacja kątowa oprawy oświetleniowej. P9: Symbol oznacza minimalną odległość od miejsc i przedmiotów oświetlanych. P10: Certyfikat zgodności.: [405, 768, 778, 821]
section-heading: PASTABOS / NURODYMAI: [1575, 437, 1678, 446]
section-body: Консервацию производить при отключенном питании. Чистить исключительно деликатными и сухими тканями. Не применять химических чистящих средств. Не закрывать изделие.: [1183, 509, 1559, 526]
section-heading: ОБЪЯСНЕНИЯ ПРИМЕНЯЕМЫХ ОБОЗНАЧЕНИЙ И СИМВОЛОВ: [1183, 527, 1441, 536]
section-heading: FUNCTIONAL CHARACTERISTICS: [16, 639, 152, 648]
section-heading: VIDES AIZSARDZĪBA: [1575, 628, 1658, 638]
section-heading: INTENDED USE / APPLICATION: [16, 575, 140, 583]
cleaning-illustration: [1916, 1005, 2277, 1171]
arrow-down-icon: [2234, 255, 2257, 274]
section-heading: UMWELTSCHUTZ: [16, 1144, 86, 1153]
section-body: Karbantartást csak a tápfeszültség lekapcsolása után szabad végezni. Tisztítás kizárólag finom és száraz textíliákkal végezhető. Ne használjon vegyszeres tisztítószert. A terméket ne takarja le.: [794, 581, 1167, 598]
section-body: P1: Tensiune nominală, frecvență. P2: Puterea maximă. P3: Soclu / corpul. P4: Clasa II. Produsul în care protecția împotriva șocurilor electrice este asigurată prin izolație dublă sau întărită. P5: Protecție împotriva corpurilor solide mai mari de 12mm. P6: Produsul este conform cu directivele Uniunii Europene (UE). P7: Utilizați numai în interior. P8: Reglarea unghiulară a corpului de iluminat. P9: Simbolul indică distanța minimă. P10: Certificatul de conformitate.: [1183, 90, 1559, 125]
language-heading: BG: [1183, 187, 1207, 206]
section-heading: COMENTARII / SUGESTII: [1183, 154, 1281, 163]
